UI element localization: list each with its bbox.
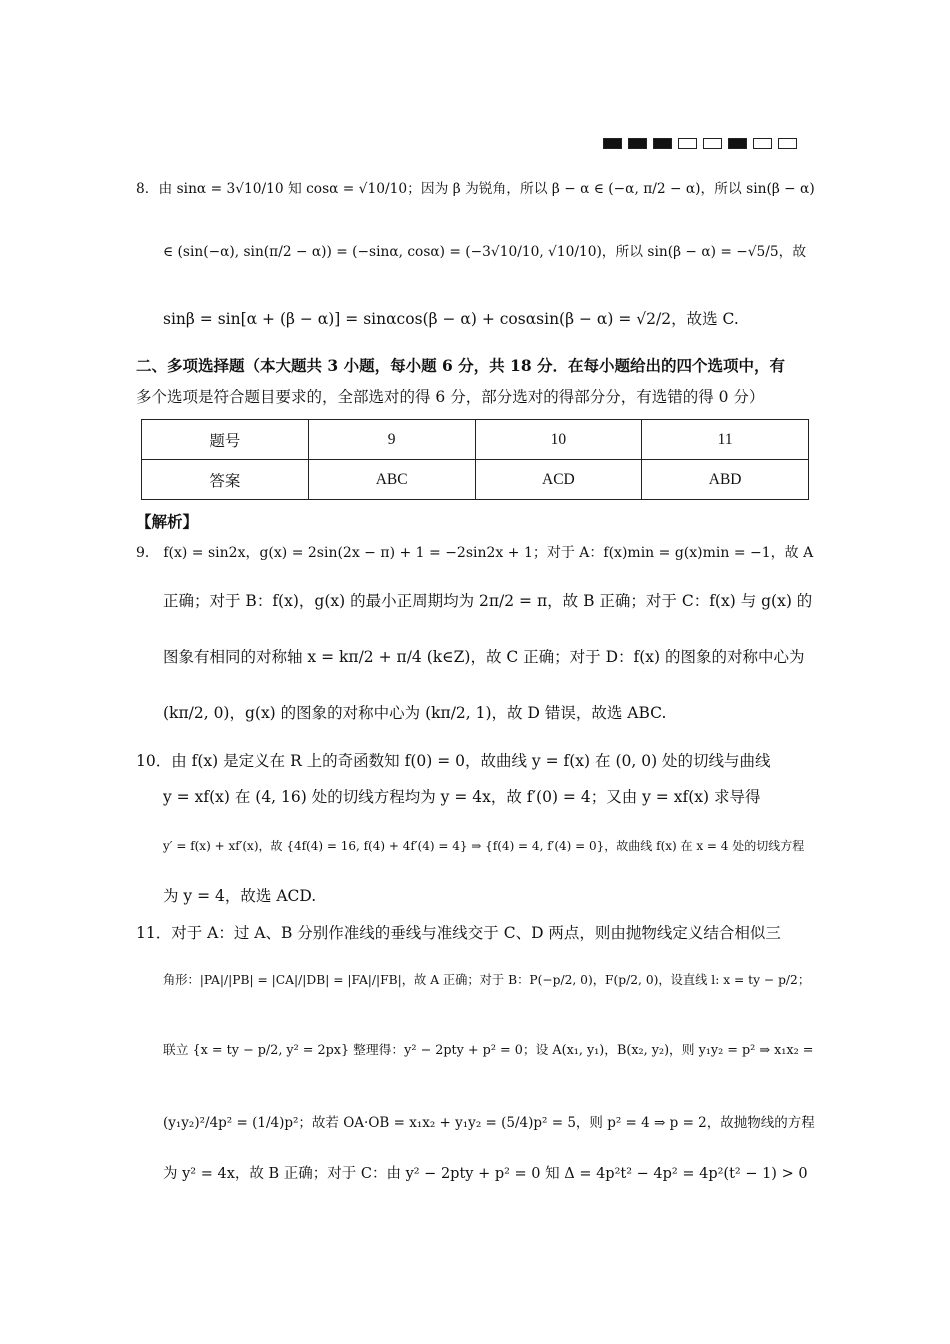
progress-square-filled: [728, 138, 747, 149]
table-cell: 题号: [142, 420, 309, 460]
q11-line-1: 11．对于 A：过 A、B 分别作准线的垂线与准线交于 C、D 两点，则由抛物线定义结合相似三: [136, 924, 781, 942]
q9-line-2: 正确；对于 B：f(x)，g(x) 的最小正周期均为 2π/2 = π，故 B 正确；对于 C：f(x) 与 g(x) 的: [163, 592, 813, 610]
progress-square-empty: [703, 138, 722, 149]
progress-square-filled: [603, 138, 622, 149]
table-cell: ABD: [642, 460, 809, 500]
progress-marks: [603, 138, 797, 149]
progress-square-empty: [753, 138, 772, 149]
q11-line-3: 联立 {x = ty − p/2, y² = 2px} 整理得：y² − 2pty + p² = 0；设 A(x₁, y₁)，B(x₂, y₂)，则 y₁y₂ = p² ⇒ x₁x₂ =: [163, 1043, 814, 1058]
q10-line-1: 10．由 f(x) 是定义在 R 上的奇函数知 f(0) = 0，故曲线 y = f(x) 在 (0, 0) 处的切线与曲线: [136, 752, 771, 770]
q10-line-4: 为 y = 4，故选 ACD.: [163, 887, 317, 905]
progress-square-filled: [628, 138, 647, 149]
table-cell: ACD: [475, 460, 642, 500]
q9-line-4: (kπ/2, 0)，g(x) 的图象的对称中心为 (kπ/2, 1)，故 D 错误，故选 ABC.: [163, 704, 667, 722]
table-cell: ABC: [308, 460, 475, 500]
section-heading: 二、多项选择题（本大题共 3 小题，每小题 6 分，共 18 分．在每小题给出的四个选项中，有: [136, 356, 786, 375]
table-cell: 10: [475, 420, 642, 460]
q10-line-3: y′ = f(x) + xf′(x)，故 {4f(4) = 16, f(4) + 4f′(4) = 4} ⇒ {f(4) = 4, f′(4) = 0}，故曲线 f(x) 在 x = 4 处的切线方程: [163, 839, 805, 853]
q11-line-4: (y₁y₂)²/4p² = (1/4)p²；故若 OA·OB = x₁x₂ + y₁y₂ = (5/4)p² = 5，则 p² = 4 ⇒ p = 2，故抛物线的方程: [163, 1115, 815, 1131]
progress-square-filled: [653, 138, 672, 149]
q8-line-2: ∈ (sin(−α), sin(π/2 − α)) = (−sinα, cosα) = (−3√10/10, √10/10)，所以 sin(β − α) = −√5/5，故: [163, 244, 807, 260]
table-cell: 11: [642, 420, 809, 460]
q11-line-2: 角形：|PA|/|PB| = |CA|/|DB| = |FA|/|FB|，故 A 正确；对于 B：P(−p/2, 0)，F(p/2, 0)，设直线 l: x = ty − p/2；: [163, 973, 811, 987]
progress-square-empty: [678, 138, 697, 149]
table-cell: 答案: [142, 460, 309, 500]
q8-line-1: 8．由 sinα = 3√10/10 知 cosα = √10/10；因为 β 为锐角，所以 β − α ∈ (−α, π/2 − α)，所以 sin(β − α): [136, 181, 815, 197]
table-cell: 9: [308, 420, 475, 460]
answer-table: [141, 419, 809, 500]
table-row: [142, 420, 809, 460]
progress-square-empty: [778, 138, 797, 149]
section-instructions: 多个选项是符合题目要求的，全部选对的得 6 分，部分选对的得部分分，有选错的得 0 分）: [136, 388, 765, 406]
q9-line-3: 图象有相同的对称轴 x = kπ/2 + π/4 (k∈Z)，故 C 正确；对于 D：f(x) 的图象的对称中心为: [163, 648, 805, 666]
analysis-label: 【解析】: [136, 512, 199, 531]
q10-line-2: y = xf(x) 在 (4, 16) 处的切线方程均为 y = 4x，故 f′(0) = 4；又由 y = xf(x) 求导得: [163, 788, 761, 806]
q8-line-3: sinβ = sin[α + (β − α)] = sinαcos(β − α) + cosαsin(β − α) = √2/2，故选 C.: [163, 310, 739, 328]
table-row: [142, 460, 809, 500]
q11-line-5: 为 y² = 4x，故 B 正确；对于 C：由 y² − 2pty + p² = 0 知 Δ = 4p²t² − 4p² = 4p²(t² − 1) > 0: [163, 1166, 808, 1182]
q9-line-1: 9． f(x) = sin2x，g(x) = 2sin(2x − π) + 1 = −2sin2x + 1；对于 A：f(x)min = g(x)min = −1，故 A: [136, 545, 814, 561]
